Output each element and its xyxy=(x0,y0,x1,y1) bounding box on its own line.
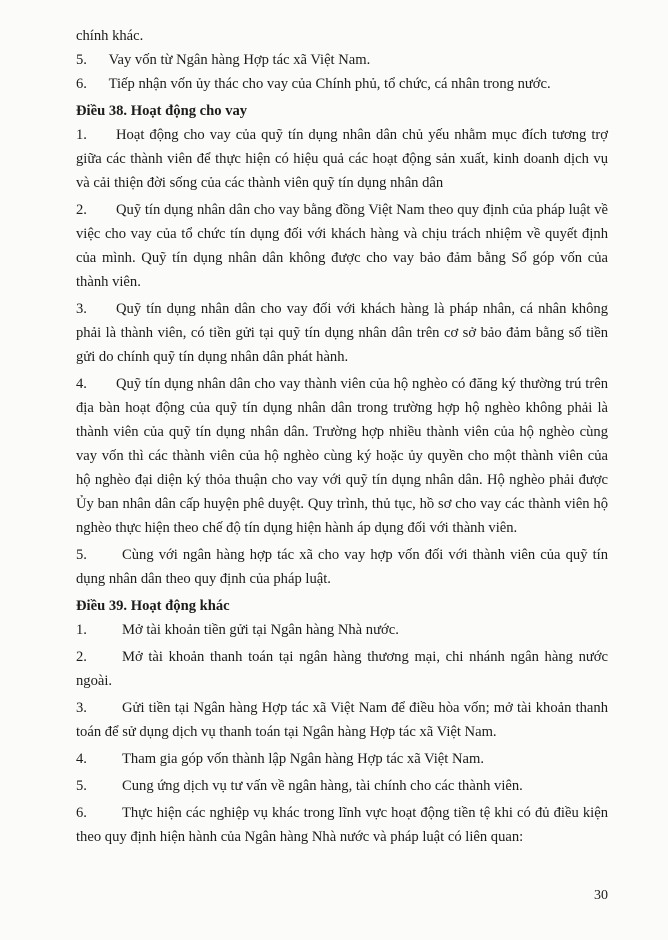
article-38-item-4 xyxy=(76,372,608,540)
page-number: 30 xyxy=(594,888,608,903)
list-item xyxy=(76,48,608,72)
item-text: Quỹ tín dụng nhân dân cho vay thành viên của hộ nghèo có đăng ký thường trú trên địa bàn hoạt động của quỹ tín dụng nhân dân trong trường hợp hộ nghèo không phải là thành viên của quỹ tín dụng nhân dân. Trường hợp nhiều thành viên của hộ nghèo cùng vay vốn thì các thành viên của hộ nghèo cùng ký hoặc ủy quyền cho một thành viên của hộ nghèo đại diện ký thỏa thuận cho vay với quỹ tín dụng nhân dân. Hộ nghèo phải được Ủy ban nhân dân cấp huyện phê duyệt. Quy trình, thủ tục, hồ sơ cho vay các thành viên hộ nghèo thực hiện theo chế độ tín dụng hiện hành áp dụng đối với thành viên. xyxy=(76,376,608,536)
item-number: 1. xyxy=(76,622,87,638)
article-39-item-1 xyxy=(76,618,608,642)
item-text: Hoạt động cho vay của quỹ tín dụng nhân dân chủ yếu nhằm mục đích tương trợ giữa các thành viên để thực hiện có hiệu quả các hoạt động sản xuất, kinh doanh dịch vụ và cải thiện đời sống của các thành viên quỹ tín dụng nhân dân xyxy=(76,127,608,191)
item-number: 6. xyxy=(76,805,87,821)
article-38-heading: Điều 38. Hoạt động cho vay xyxy=(76,103,248,119)
item-text: Quỹ tín dụng nhân dân cho vay đối với khách hàng là pháp nhân, cá nhân không phải là thành viên, có tiền gửi tại quỹ tín dụng nhân dân trên cơ sở bảo đảm bằng số tiền gửi do chính quỹ tín dụng nhân dân phát hành. xyxy=(76,301,608,365)
continued-text: chính khác. xyxy=(76,28,144,44)
item-text: Gửi tiền tại Ngân hàng Hợp tác xã Việt Nam để điều hòa vốn; mở tài khoản thanh toán để sử dụng dịch vụ thanh toán tại Ngân hàng Hợp tác xã Việt Nam. xyxy=(76,700,608,740)
item-text: Thực hiện các nghiệp vụ khác trong lĩnh vực hoạt động tiền tệ khi có đủ điều kiện theo quy định hiện hành của Ngân hàng Nhà nước và pháp luật có liên quan: xyxy=(76,805,608,845)
item-number: 4. xyxy=(76,376,87,392)
continued-line xyxy=(76,24,608,48)
item-text: Cùng với ngân hàng hợp tác xã cho vay hợp vốn đối với thành viên của quỹ tín dụng nhân dân theo quy định của pháp luật. xyxy=(76,547,608,587)
article-38-item-3 xyxy=(76,297,608,369)
article-38-item-5 xyxy=(76,543,608,591)
item-number: 3. xyxy=(76,301,87,317)
item-text: Mở tài khoản thanh toán tại ngân hàng thương mại, chi nhánh ngân hàng nước ngoài. xyxy=(76,649,608,689)
article-39-item-5 xyxy=(76,774,608,798)
article-39-item-6 xyxy=(76,801,608,849)
item-text: Mở tài khoản tiền gửi tại Ngân hàng Nhà nước. xyxy=(122,622,399,638)
item-number: 2. xyxy=(76,202,87,218)
article-39-item-4 xyxy=(76,747,608,771)
article-38-item-1 xyxy=(76,123,608,195)
item-text: Quỹ tín dụng nhân dân cho vay bằng đồng Việt Nam theo quy định của pháp luật về việc cho vay của tổ chức tín dụng đối với khách hàng và chịu trách nhiệm về quyết định của mình. Quỹ tín dụng nhân dân không được cho vay bảo đảm bằng Sổ góp vốn của thành viên. xyxy=(76,202,608,290)
item-number: 3. xyxy=(76,700,87,716)
item-number: 2. xyxy=(76,649,87,665)
item-number: 5. xyxy=(76,547,87,563)
list-item-text: 6. Tiếp nhận vốn ủy thác cho vay của Chính phủ, tổ chức, cá nhân trong nước. xyxy=(76,76,551,92)
list-item xyxy=(76,72,608,96)
item-number: 4. xyxy=(76,751,87,767)
item-text: Tham gia góp vốn thành lập Ngân hàng Hợp tác xã Việt Nam. xyxy=(122,751,485,767)
item-number: 1. xyxy=(76,127,87,143)
article-39-item-2 xyxy=(76,645,608,693)
item-number: 5. xyxy=(76,778,87,794)
article-39-heading: Điều 39. Hoạt động khác xyxy=(76,598,230,614)
article-38-item-2 xyxy=(76,198,608,294)
article-39-item-3 xyxy=(76,696,608,744)
item-text: Cung ứng dịch vụ tư vấn về ngân hàng, tài chính cho các thành viên. xyxy=(122,778,523,794)
list-item-text: 5. Vay vốn từ Ngân hàng Hợp tác xã Việt Nam. xyxy=(76,52,371,68)
